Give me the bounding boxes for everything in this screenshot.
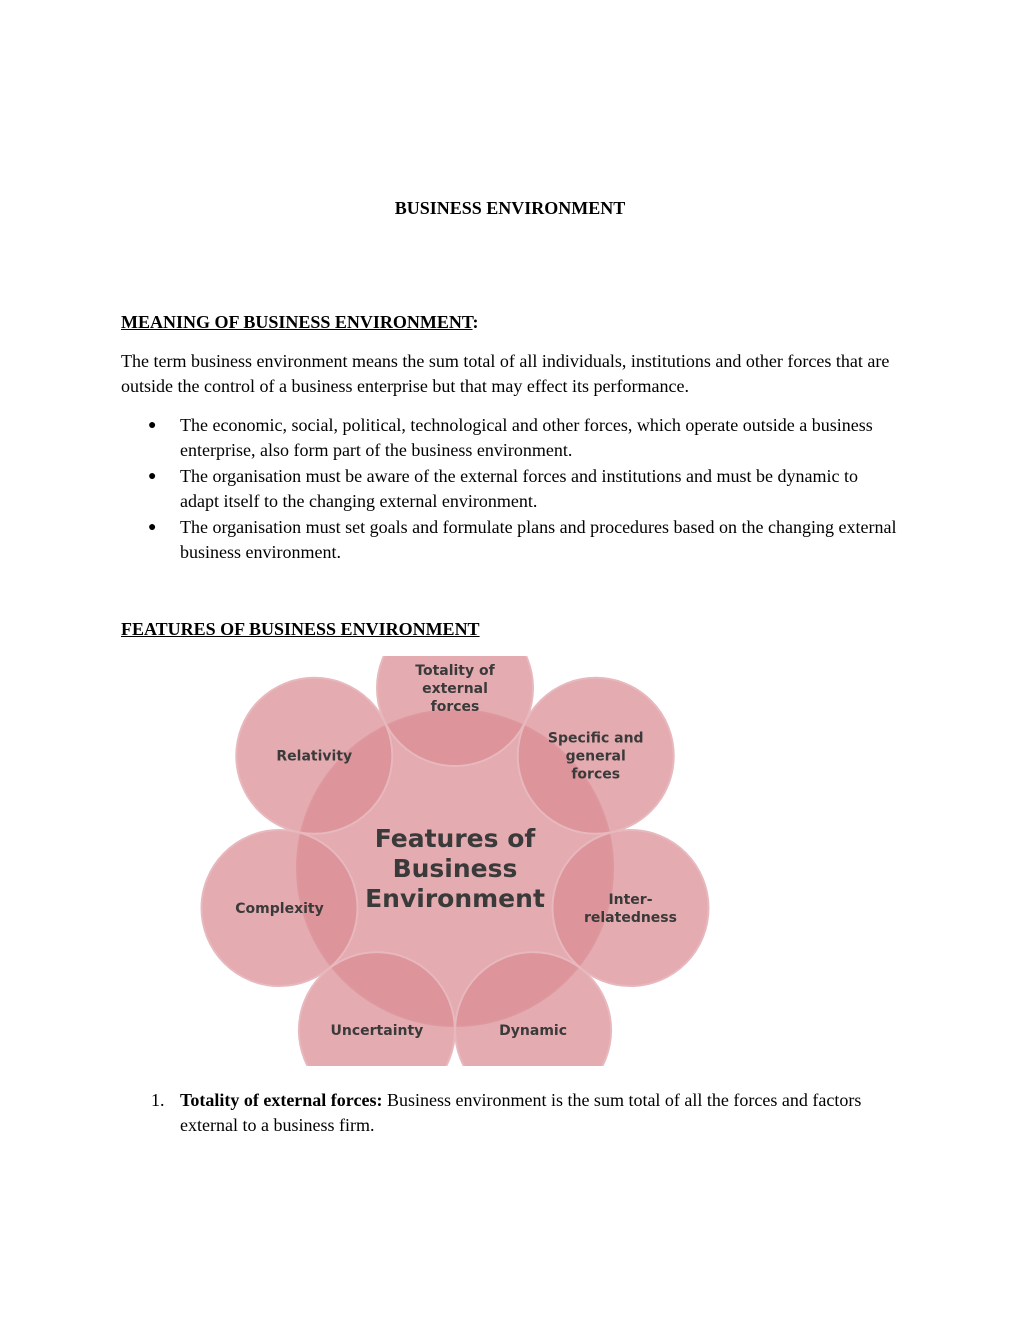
meaning-heading-text: MEANING OF BUSINESS ENVIRONMENT — [121, 312, 473, 332]
feature-node-label-line: Complexity — [235, 900, 324, 917]
features-diagram — [160, 656, 760, 1066]
feature-node-label — [235, 901, 323, 917]
feature-node-label-line: Specific and — [547, 730, 644, 747]
list-item — [121, 413, 901, 463]
list-item — [121, 515, 901, 565]
point-term: Totality of external forces: — [180, 1090, 383, 1110]
feature-node-circle — [552, 830, 708, 986]
feature-node-label-line: forces — [430, 698, 480, 715]
bullet-text: The organisation must be aware of the external forces and institutions and must be dynamic to adapt itself to the changing external environment. — [180, 466, 858, 511]
center-label-line: Business — [392, 853, 518, 883]
feature-node-label-line: relatedness — [583, 909, 677, 926]
point-text: Business environment is the sum total of all the forces and factors external to a business firm. — [180, 1090, 862, 1135]
center-label-line: Environment — [365, 883, 545, 913]
bullet-text: The organisation must set goals and formulate plans and procedures based on the changing external business environment. — [180, 517, 897, 562]
bullet-icon: ● — [148, 469, 157, 484]
list-item — [121, 464, 901, 514]
feature-node-label-line: Uncertainty — [330, 1023, 424, 1040]
feature-node-label-line: general — [565, 748, 626, 765]
feature-node-label — [331, 1023, 424, 1039]
point-number: 1. — [151, 1090, 165, 1110]
feature-node-label-line: forces — [571, 766, 621, 783]
list-item — [121, 1088, 901, 1138]
features-points — [121, 1088, 901, 1138]
feature-node-label-line: external — [422, 680, 488, 697]
feature-node-label-line: Relativity — [276, 748, 353, 765]
feature-node-label — [276, 749, 352, 765]
meaning-bullets — [121, 413, 901, 566]
feature-node-label — [499, 1023, 567, 1039]
meaning-paragraph: The term business environment means the sum total of all individuals, institutions and other forces that are outside the control of a business enterprise but that may effect its performance. — [121, 351, 890, 396]
meaning-heading — [121, 312, 479, 333]
page-title: BUSINESS ENVIRONMENT — [394, 198, 626, 218]
meaning-heading-colon: : — [472, 312, 479, 332]
bullet-icon: ● — [148, 418, 157, 433]
feature-node-label-line: Dynamic — [499, 1023, 568, 1040]
bullet-text: The economic, social, political, technological and other forces, which operate outside a business enterprise, also form part of the business environment. — [180, 415, 873, 460]
features-heading-text: FEATURES OF BUSINESS ENVIRONMENT — [121, 619, 480, 639]
center-label-line: Features of — [374, 823, 536, 853]
feature-node-label-line: Inter- — [608, 891, 653, 908]
bullet-icon: ● — [148, 520, 157, 535]
features-heading — [121, 619, 480, 640]
feature-node-label-line: Totality of — [415, 662, 495, 679]
